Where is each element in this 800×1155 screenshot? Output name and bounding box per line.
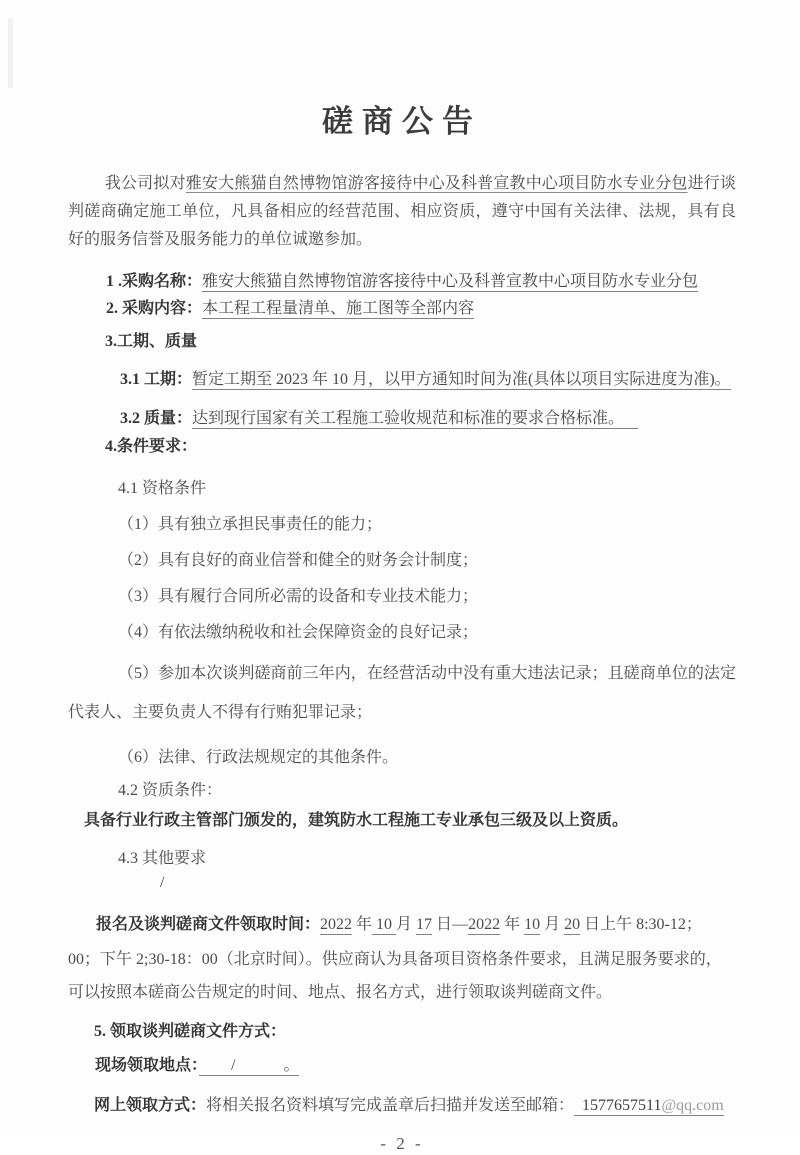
qualification-item-5: （5）参加本次谈判磋商前三年内，在经营活动中没有重大违法记录；且磋商单位的法定代表人、主要负责人不得有行贿犯罪记录； xyxy=(68,665,736,721)
credential-requirement-text: 具备行业行政主管部门颁发的，建筑防水工程施工专业承包三级及以上资质。 xyxy=(84,812,629,829)
onsite-pickup-line xyxy=(95,1055,736,1077)
registration-time-line-2: 00；下午 2;30-18：00（北京时间）。供应商认为具备项目资格条件要求，且满足服务要求的， xyxy=(68,951,722,968)
page-title: 磋商公告 xyxy=(322,104,482,139)
online-pickup-label: 网上领取方式： xyxy=(94,1097,207,1114)
other-requirements-value: / xyxy=(160,874,165,891)
reg-unit: 月 xyxy=(396,916,417,933)
project-name-underlined: 雅安大熊猫自然博物馆游客接待中心及科普宣教中心项目防水专业分包 xyxy=(185,175,688,192)
procurement-content-item xyxy=(106,297,736,321)
online-pickup-line xyxy=(94,1095,736,1117)
reg-unit: 年 xyxy=(500,916,525,933)
email-address-domain: @qq.com xyxy=(661,1097,724,1114)
procurement-content-value: 本工程工程量清单、施工图等全部内容 xyxy=(202,300,475,317)
procurement-name-item xyxy=(106,270,736,294)
qualification-item-4: （4）有依法缴纳税收和社会保障资金的良好记录； xyxy=(118,624,479,641)
registration-time-line-1 xyxy=(68,907,736,943)
reg-year-2: 2022 xyxy=(468,916,501,933)
quality-item xyxy=(120,408,736,429)
duration-label: 3.1 工期： xyxy=(120,371,193,388)
qualification-item-1: （1）具有独立承担民事责任的能力； xyxy=(118,516,383,533)
intro-suffix: 进行谈判磋商确定施工单位，凡具备相应的经营范围、相应资质，遵守中国有关法律、法规，具有良好的服务信誉及服务能力的单位诚邀参加。 xyxy=(68,175,736,248)
reg-year-1: 2022 xyxy=(320,916,353,933)
section-3-heading: 3.工期、质量 xyxy=(105,333,198,350)
reg-unit: 年 xyxy=(352,916,373,933)
qualification-item-2: （2）具有良好的商业信誉和健全的财务会计制度； xyxy=(118,552,479,569)
onsite-pickup-value: / 。 xyxy=(199,1057,300,1074)
scan-artifact xyxy=(8,18,13,88)
registration-time-label: 报名及谈判磋商文件领取时间： xyxy=(96,916,321,933)
reg-day-2: 20 xyxy=(564,916,581,933)
reg-unit: 日— xyxy=(432,916,469,933)
quality-label: 3.2 质量： xyxy=(120,410,193,427)
qualification-item-3: （3）具有履行合同所必需的设备和专业技术能力； xyxy=(118,588,479,605)
qualification-item-6: （6）法律、行政法规规定的其他条件。 xyxy=(118,749,399,766)
duration-value: 暂定工期至 2023 年 10 月，以甲方通知时间为准(具体以项目实际进度为准)。 xyxy=(192,371,731,388)
reg-day-1: 17 xyxy=(416,916,433,933)
procurement-name-label: 1 .采购名称： xyxy=(106,273,203,290)
page-number: - 2 - xyxy=(380,1134,424,1153)
online-pickup-text: 将相关报名资料填写完成盖章后扫描并发送至邮箱： xyxy=(206,1097,575,1114)
section-4-heading: 4.条件要求： xyxy=(105,438,198,455)
document-content xyxy=(68,0,736,1155)
registration-time-line-3: 可以按照本磋商公告规定的时间、地点、报名方式，进行领取谈判磋商文件。 xyxy=(68,984,613,1001)
procurement-name-value: 雅安大熊猫自然博物馆游客接待中心及科普宣教中心项目防水专业分包 xyxy=(202,273,699,290)
intro-paragraph xyxy=(68,170,736,254)
other-requirements-heading: 4.3 其他要求 xyxy=(118,850,207,867)
email-address-user: 1577657511 xyxy=(574,1097,661,1116)
reg-month-2: 10 xyxy=(524,916,541,933)
reg-tail: 日上午 8:30-12； xyxy=(580,916,702,933)
section-5-heading: 5. 领取谈判磋商文件方式： xyxy=(94,1023,287,1040)
procurement-content-label: 2. 采购内容： xyxy=(106,300,203,317)
reg-unit: 月 xyxy=(540,916,565,933)
intro-prefix: 我公司拟对 xyxy=(104,175,186,192)
duration-item xyxy=(120,369,736,390)
credential-conditions-heading: 4.2 资质条件： xyxy=(118,782,223,799)
onsite-pickup-label: 现场领取地点： xyxy=(95,1057,200,1074)
qualification-conditions-heading: 4.1 资格条件 xyxy=(118,480,207,497)
reg-month-1: 10 xyxy=(372,916,397,933)
quality-value: 达到现行国家有关工程施工验收规范和标准的要求合格标准。 xyxy=(192,410,638,429)
